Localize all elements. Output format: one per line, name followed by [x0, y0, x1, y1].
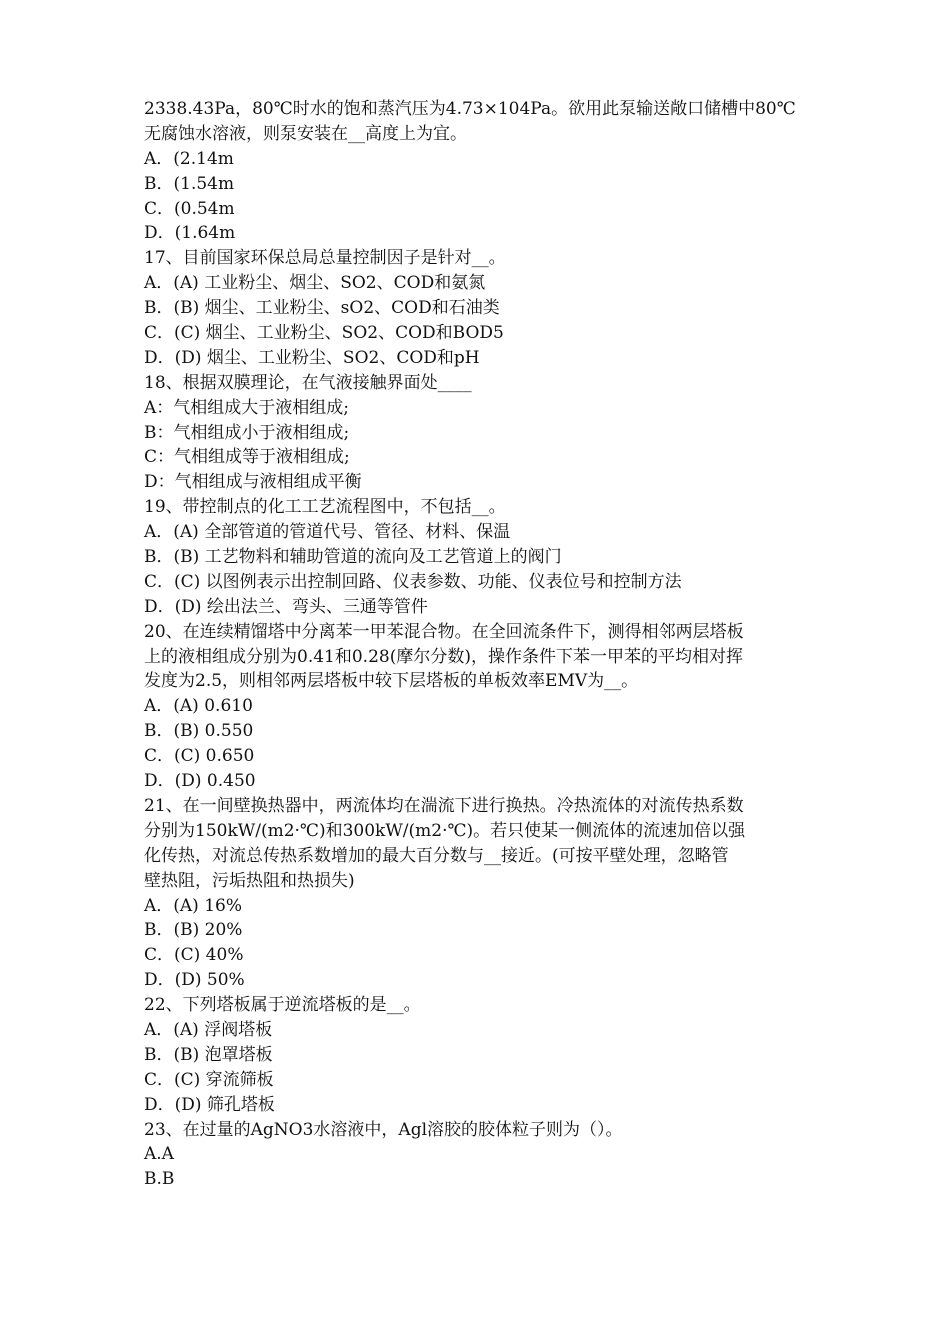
- option-line: A.A: [144, 1144, 174, 1165]
- option-line: B．(B) 工艺物料和辅助管道的流向及工艺管道上的阀门: [144, 547, 562, 568]
- option-line: B．(B) 20%: [144, 920, 243, 941]
- text-line: 壁热阻，污垢热阻和热损失): [144, 870, 355, 891]
- document-page: [144, 97, 814, 1192]
- option-line: C．(C) 以图例表示出控制回路、仪表参数、功能、仪表位号和控制方法: [144, 571, 682, 592]
- option-line: C．(0.54m: [144, 198, 235, 219]
- option-line: B．(1.54m: [144, 173, 235, 194]
- option-line: D．(D) 50%: [144, 970, 245, 991]
- question-line: 20、在连续精馏塔中分离苯一甲苯混合物。在全回流条件下，测得相邻两层塔板: [144, 621, 744, 642]
- option-line: A．(2.14m: [144, 148, 234, 169]
- option-line: A．(A) 浮阀塔板: [144, 1019, 273, 1040]
- option-line: D．(D) 烟尘、工业粉尘、SO2、COD和pH: [144, 347, 480, 368]
- option-line: D．(D) 0.450: [144, 771, 256, 792]
- option-line: B．(B) 泡罩塔板: [144, 1044, 273, 1065]
- question-line: 23、在过量的AgNO3水溶液中，Agl溶胶的胶体粒子则为（）。: [144, 1119, 623, 1140]
- question-line: 18、根据双膜理论，在气液接触界面处____: [144, 372, 472, 393]
- option-line: D．(D) 绘出法兰、弯头、三通等管件: [144, 596, 428, 617]
- question-line: 22、下列塔板属于逆流塔板的是__。: [144, 995, 421, 1016]
- text-line: 上的液相组成分别为0.41和0.28(摩尔分数)，操作条件下苯一甲苯的平均相对挥: [144, 646, 743, 667]
- option-line: B.B: [144, 1169, 175, 1190]
- option-line: C：气相组成等于液相组成;: [144, 447, 350, 468]
- option-line: A．(A) 16%: [144, 895, 243, 916]
- option-line: A．(A) 全部管道的管道代号、管径、材料、保温: [144, 522, 511, 543]
- text-line: 无腐蚀水溶液，则泵安装在__高度上为宜。: [144, 123, 467, 144]
- question-line: 19、带控制点的化工工艺流程图中，不包括__。: [144, 497, 506, 518]
- question-line: 21、在一间壁换热器中，两流体均在湍流下进行换热。冷热流体的对流传热系数: [144, 795, 744, 816]
- option-line: D：气相组成与液相组成平衡: [144, 472, 362, 493]
- option-line: B：气相组成小于液相组成;: [144, 422, 350, 443]
- option-line: C．(C) 穿流筛板: [144, 1069, 274, 1090]
- option-line: A．(A) 0.610: [144, 696, 253, 717]
- option-line: C．(C) 烟尘、工业粉尘、SO2、COD和BOD5: [144, 323, 504, 344]
- question-line: 17、目前国家环保总局总量控制因子是针对__。: [144, 248, 506, 269]
- option-line: D．(D) 筛孔塔板: [144, 1094, 275, 1115]
- option-line: C．(C) 0.650: [144, 746, 255, 767]
- text-line: 发度为2.5，则相邻两层塔板中较下层塔板的单板效率EMV为__。: [144, 671, 639, 692]
- option-line: C．(C) 40%: [144, 945, 244, 966]
- option-line: D．(1.64m: [144, 223, 236, 244]
- text-line: 2338.43Pa，80℃时水的饱和蒸汽压为4.73×104Pa。欲用此泵输送敞口储槽中80℃: [144, 99, 796, 119]
- option-line: B．(B) 烟尘、工业粉尘、sO2、COD和石油类: [144, 298, 500, 319]
- text-line: 分别为150kW/(m2·℃)和300kW/(m2·℃)。若只使某一侧流体的流速加倍以强: [144, 820, 746, 841]
- option-line: B．(B) 0.550: [144, 721, 254, 742]
- text-line: 化传热，对流总传热系数增加的最大百分数与__接近。(可按平壁处理，忽略管: [144, 845, 729, 866]
- option-line: A．(A) 工业粉尘、烟尘、SO2、COD和氨氮: [144, 273, 486, 294]
- option-line: A：气相组成大于液相组成;: [144, 397, 350, 418]
